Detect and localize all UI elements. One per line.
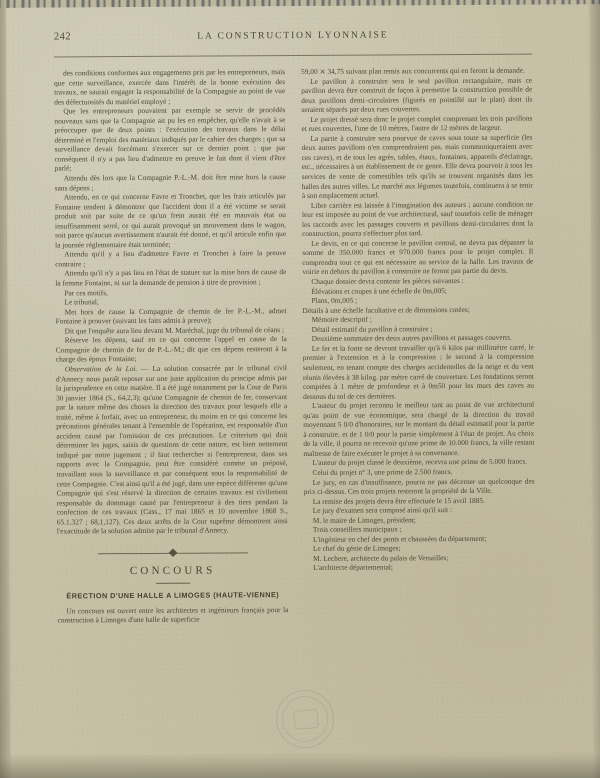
deadline-text: La remise des projets devra être effectuée le 15 avril 1885.: [312, 495, 485, 506]
paragraph: Par ces motifs,: [64, 287, 108, 298]
jury-member: M. le maire de Limoges, président;: [312, 515, 416, 525]
paragraph: Dit que l'enquête aura lieu devant M. Maréchal, juge du tribunal de céans ;: [64, 324, 284, 336]
paragraph: Attendu dès lors que la Compagnie P.-L.-M. doit être mise hors la cause sans dépens ;: [54, 172, 286, 193]
page-content: [54, 29, 536, 626]
section-heading: CONCOURS: [129, 564, 216, 577]
paragraph: Libre carrière est laissée à l'imagination des auteurs ; aucune condition ne leur est imposée au point de vue architectural, sauf toutefois celle de ménager les raccords avec les passages couverts et pavillons demi-circulaires dont la construction, pourra s'effectuer plus tard.: [301, 199, 534, 239]
jury-member: L'architecte départemental;: [313, 562, 393, 573]
section-subtitle: ÉRECTION D'UNE HALLE A LIMOGES (HAUTE-VIENNE): [66, 589, 280, 601]
paragraph: Le pavillon à construire sera le seul pavillon rectangulaire, mais ce pavillon devra être construit de façon à permettre la construction possible de deux pavillons demi–circulaires (figurés en pointillé sur le plan) dont ils seraient séparés par deux rues couvertes.: [301, 75, 533, 115]
dossier-item: Détail estimatif du pavillon à construire ;: [311, 323, 433, 334]
header-rule: [54, 54, 532, 58]
left-column: [54, 67, 288, 625]
observation-paragraph: [56, 363, 288, 536]
paragraph: Attendu, en ce qui concerne Favre et Tronchet, que les frais articulés par Fontaine tendent à démontrer que l'accident dont il a été victime se serait produit soit par suite de ce qu'un frein aurait été en mauvais état ou insuffisamment serré, ce qui aurait provoqué un mouvement dans le wagon, soit parce qu'aucun avertissement n'aurait été donné, et qu'il articule enfin que la journée réglementaire était terminée;: [54, 191, 287, 250]
jury-member: L'ingénieur en chef des ponts et chaussées du département;: [312, 533, 487, 544]
paragraph: Celui du projet n° 3, une prime de 2.500 francs.: [312, 467, 453, 477]
paragraph: Le fer et la fonte ne devront travailler qu'à 6 kilos par millimètre carré, le premier à l'extension et à la compression ; le second à la compression seulement, en tenant compte des charges accidentelles de la neige et du vent réunis élevées à 38 kilog. par mètre carré de couverture. Les fondations seront comptées à 1 mètre de profondeur et à 0m50 pour les murs des caves au dessous du sol de ces dernières.: [302, 342, 535, 401]
jury-member: Le chef du génie de Limoges;: [312, 543, 401, 554]
paragraph: Un concours est ouvert entre les architectes et ingénieurs français pour la construction à Limoges d'une halle de superficie: [57, 604, 289, 625]
page-number: 242: [53, 31, 72, 43]
paragraph: Que les entrepreneurs pouvaient par exemple se servir de procédés nouveaux sans que la Compagnie ait pu les en empêcher, qu'elle n'avait à se préoccuper que de deux points : l'exécution des travaux dans le délai déterminé et l'emploi des matériaux indiqués par le cahier des charges ; que sa surveillance devait forcément s'exercer sur ce dernier point ; que par conséquent il n'y a pas lieu d'admettre en preuve le fait dont il vient d'être parlé;: [54, 105, 286, 173]
paragraph: Met hors de cause la Compagnie de chemin de fer P.-L.-M., admet Fontaine à prouver (suivant les faits admis à preuve);: [55, 305, 287, 326]
observation-label: Observation de la Loi.: [64, 363, 138, 374]
running-head: [54, 29, 532, 52]
paragraph: La partie à construire sera pourvue de caves sous toute sa superficie (les deux autres pavillons n'en comprendraient pas, mais communiqueraient avec ces caves), et de tous les agrès, tables, étaux, fontaines, appareils d'éclairage, etc., nécessaires à un établissement de ce genre. Elle devra pourvoir à tous les services de vente de comestibles tels qu'ils se trouvent organisés dans les halles des autres villes. Le marché aux légumes toutefois, continuera à se tenir à son emplacement actuel.: [301, 132, 533, 201]
dossier-item: Plans, 0m,005 ;: [311, 295, 358, 306]
right-column: [301, 66, 535, 624]
paragraph: L'auteur du projet classé le deuxième, recevra une prime de 5.000 francs.: [312, 457, 528, 468]
paragraph: Réserve les dépens, sauf en ce qui concerne l'appel en cause de la Compagnie de chemin de fer de P.-L.-M.; dit que ces dépens resteront à la charge des époux Fontaine;: [55, 334, 287, 364]
paragraph: des conditions conformes aux engagements pris par les entrepreneurs, mais que cette surveillance, exercée dans l'intérêt de la bonne exécution des travaux, ne saurait engager la responsabilité de la Compagnie au point de vue des défectuosités du matériel employé ;: [54, 67, 286, 107]
paragraph: 59,00 ⨯ 34,75 suivant plan remis aux concurrents qui en feront la demande.: [301, 65, 525, 76]
section-divider-block: [57, 548, 288, 600]
paragraph: Attendu qu'il y a lieu d'admettre Favre et Tronchet à faire la preuve contraire ;: [55, 248, 287, 269]
paragraph: Attendu qu'il n'y a pas lieu en l'état de statuer sur la mise hors de cause de la femme Fontaine, ni sur la demande de pension à titre de provision ;: [55, 267, 287, 288]
heading-underline-rule: [156, 582, 190, 583]
observation-text: — La solution consacrée par le tribunal civil d'Annecy nous paraît reposer sur une juste application du principe admis par la jurisprudence en cette matière. Il a été jugé notamment par la Cour de Paris 30 janvier 1864 (S., 64,2,3); qu'une Compagnie de chemin de fer, conservant par la nature même des choses la direction des travaux pour lesquels elle a traité, même à forfait, avec un entrepreneur, du moins en ce qui concerne les précautions générales tenant à l'ensemble de l'opération, est responsable d'un accident causé par l'omission de ces précautions. Le criterium qui doit déterminer les juges, saisis de questions de cette nature, est bien nettement indiqué par notre jugement ; il faut rechercher si l'entrepreneur, dans ses rapports avec la Compagnie, peut être considéré comme un préposé, travaillant sous la surveillance et par conséquent sous la responsabilité de cette Compagnie. C'est ainsi qu'il a été jugé, dans une espèce différente qu'une Compagnie qui s'est réservé la direction de certains travaux est civilement responsable du dommage causé par l'entrepreneur à des tiers pendant la confection de ces travaux (Cass., 17 mai 1865 et 10 novembre 1868 S., 65.1.327 ; 68,1,127). Ces deux arrêts de la Cour suprême démontrent ainsi l'exactitude de la solution admise par le tribunal d'Annecy.: [55, 363, 288, 536]
paragraph: Le projet dressé sera donc le projet complet comprenant les trois pavillons et rues couvertes, l'une de 10 mètres, l'autre de 12 mètres de largeur.: [301, 113, 533, 134]
jury-member: M. Lechere, architecte du palais de Versailles;: [313, 552, 449, 563]
paragraph: Le tribunal,: [64, 297, 99, 307]
jury-intro: Le jury d'examen sera composé ainsi qu'il suit :: [312, 505, 453, 516]
paragraph: Le jury, en cas d'insuffisance, pourra ne pas décerner un quelconque des prix ci-dessus. Ces trois projets resteront la propriété de la Ville.: [303, 476, 535, 497]
dossier-item: Détails à une échelle facultative et de dimensions cotées;: [302, 304, 470, 315]
dossier-intro: Chaque dossier devra contenir les pièces suivantes :: [311, 276, 464, 286]
paragraph: L'auteur du projet reconnu le meilleur tant au point de vue architectural qu'au point de vue économique, sera chargé de la direction du travail moyennant 5 0/0 d'honoraires, sur le montant du détail estimatif pour la partie à construire, et de 1 0/0 pour la partie simplement à l'état de projet. Au choix de la ville, il pourra ne recevoir qu'une prime de 10.000 francs, la ville restant maîtresse de faire exécuter le projet à sa convenance.: [303, 399, 535, 458]
dossier-item: Deuxième sommaire des deux autres pavillons et passages couverts.: [311, 333, 512, 344]
page-edge-shadow-bottom: [0, 754, 600, 778]
dossier-item: Mémoire descriptif ;: [311, 314, 373, 325]
two-column-body: [54, 66, 535, 626]
ornamental-rule: [97, 548, 247, 558]
paragraph: Le devis, en ce qui concerne le pavillon central, ne devra pas dépasser la somme de 350.000 francs et 970.000 francs pour le projet complet. Il comprendra tout ce qui est nécessaire au service de la halle. Les travaux de voirie en dehors du pavillon à construire ne feront pas partie du devis.: [302, 237, 534, 277]
jury-member: Trois conseillers municipaux ;: [312, 524, 402, 535]
journal-title: LA CONSTRUCTION LYONNAISE: [197, 30, 389, 42]
dossier-item: Élévations et coupes à une échelle de 0m,005;: [311, 285, 447, 296]
